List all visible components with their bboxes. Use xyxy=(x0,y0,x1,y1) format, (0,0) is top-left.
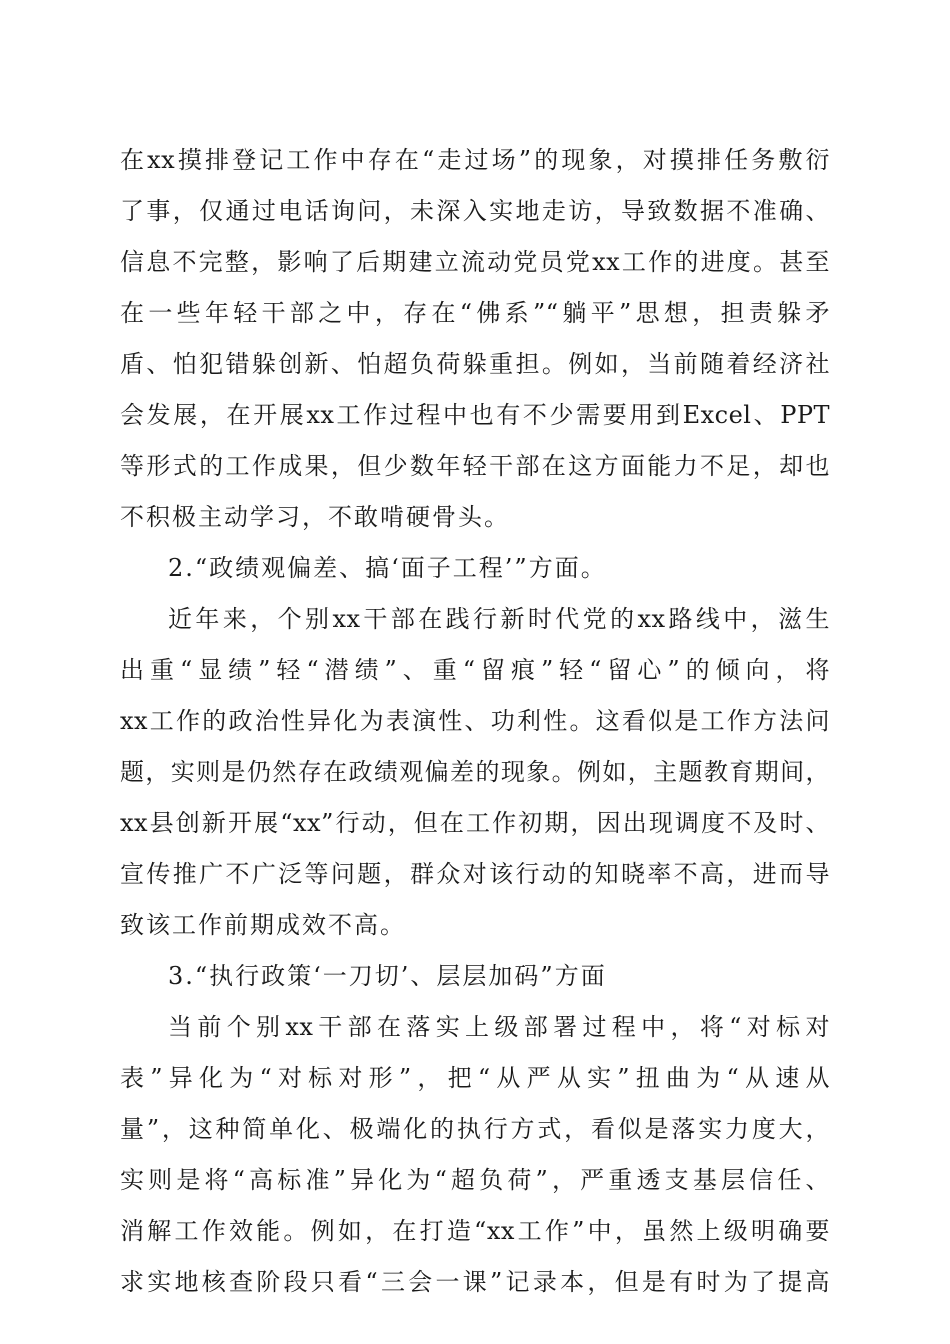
paragraph-2-line-2: 出重“显绩”轻“潜绩”、重“留痕”轻“留心”的倾向，将 xyxy=(120,656,830,684)
section-heading-2: 2.“政绩观偏差、搞‘面子工程’”方面。 xyxy=(168,554,607,582)
paragraph-1-line-4: 在一些年轻干部之中，存在“佛系”“躺平”思想，担责躲矛 xyxy=(120,299,830,327)
paragraph-2-line-6: 宣传推广不广泛等问题，群众对该行动的知晓率不高，进而导 xyxy=(120,860,830,888)
paragraph-3-line-6: 求实地核查阶段只看“三会一课”记录本，但是有时为了提高 xyxy=(120,1268,830,1296)
paragraph-1-line-5: 盾、怕犯错躲创新、怕超负荷躲重担。例如，当前随着经济社 xyxy=(120,350,830,378)
paragraph-2-line-3: xx工作的政治性异化为表演性、功利性。这看似是工作方法问 xyxy=(120,707,830,735)
paragraph-2-line-7: 致该工作前期成效不高。 xyxy=(120,911,406,939)
paragraph-2-line-4: 题，实则是仍然存在政绩观偏差的现象。例如，主题教育期间， xyxy=(120,758,830,786)
paragraph-2-line-5: xx县创新开展“xx”行动，但在工作初期，因出现调度不及时、 xyxy=(120,809,830,837)
paragraph-3-line-4: 实则是将“高标准”异化为“超负荷”，严重透支基层信任、 xyxy=(120,1166,830,1194)
paragraph-1-line-8: 不积极主动学习，不敢啃硬骨头。 xyxy=(120,503,510,531)
paragraph-1-line-1: 在xx摸排登记工作中存在“走过场”的现象，对摸排任务敷衍 xyxy=(120,146,830,174)
paragraph-3-line-2: 表”异化为“对标对形”，把“从严从实”扭曲为“从速从 xyxy=(120,1064,830,1092)
paragraph-1-line-2: 了事，仅通过电话询问，未深入实地走访，导致数据不准确、 xyxy=(120,197,830,225)
section-heading-3: 3.“执行政策‘一刀切’、层层加码”方面 xyxy=(168,962,607,990)
paragraph-3-line-1: 当前个别xx干部在落实上级部署过程中，将“对标对 xyxy=(168,1013,830,1041)
paragraph-3-line-5: 消解工作效能。例如，在打造“xx工作”中，虽然上级明确要 xyxy=(120,1217,830,1245)
paragraph-3-line-3: 量”，这种简单化、极端化的执行方式，看似是落实力度大， xyxy=(120,1115,830,1143)
paragraph-1-line-6: 会发展，在开展xx工作过程中也有不少需要用到Excel、PPT xyxy=(120,401,830,429)
paragraph-1-line-3: 信息不完整，影响了后期建立流动党员党xx工作的进度。甚至 xyxy=(120,248,830,276)
paragraph-2-line-1: 近年来，个别xx干部在践行新时代党的xx路线中，滋生 xyxy=(168,605,830,633)
paragraph-1-line-7: 等形式的工作成果，但少数年轻干部在这方面能力不足，却也 xyxy=(120,452,830,480)
